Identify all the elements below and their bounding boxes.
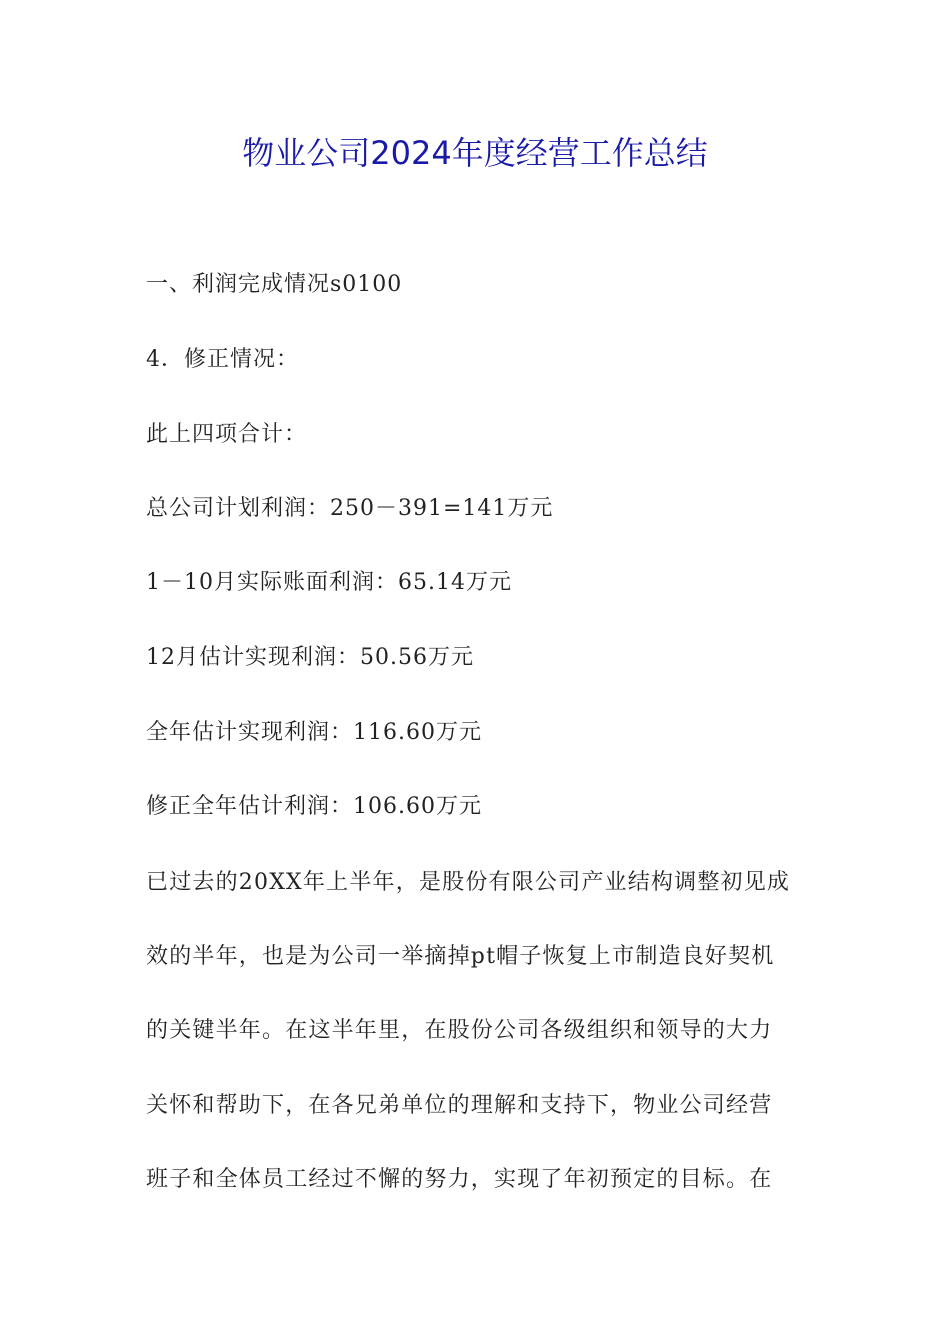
document-title: 物业公司2024年度经营工作总结 — [242, 134, 708, 172]
text-line-total: 此上四项合计： — [146, 422, 308, 447]
text-line-planned-profit: 总公司计划利润：250－391=141万元 — [146, 496, 554, 521]
section-heading-profit: 一、利润完成情况s0100 — [146, 272, 403, 297]
paragraph-line: 的关键半年。在这半年里，在股份公司各级组织和领导的大力 — [146, 1018, 773, 1043]
paragraph-line: 关怀和帮助下，在各兄弟单位的理解和支持下，物业公司经营 — [146, 1093, 773, 1118]
text-line-annual-estimate: 全年估计实现利润：116.60万元 — [146, 720, 482, 745]
text-line-actual-profit: 1－10月实际账面利润：65.14万元 — [146, 570, 512, 595]
text-line-revised-estimate: 修正全年估计利润：106.60万元 — [146, 794, 482, 819]
text-line-december-estimate: 12月估计实现利润：50.56万元 — [146, 645, 474, 670]
text-line-correction: 4．修正情况： — [146, 347, 299, 372]
paragraph-line: 已过去的20XX年上半年，是股份有限公司产业结构调整初见成 — [146, 870, 791, 895]
paragraph-line: 效的半年，也是为公司一举摘掉pt帽子恢复上市制造良好契机 — [146, 944, 775, 969]
paragraph-line: 班子和全体员工经过不懈的努力，实现了年初预定的目标。在 — [146, 1167, 773, 1192]
